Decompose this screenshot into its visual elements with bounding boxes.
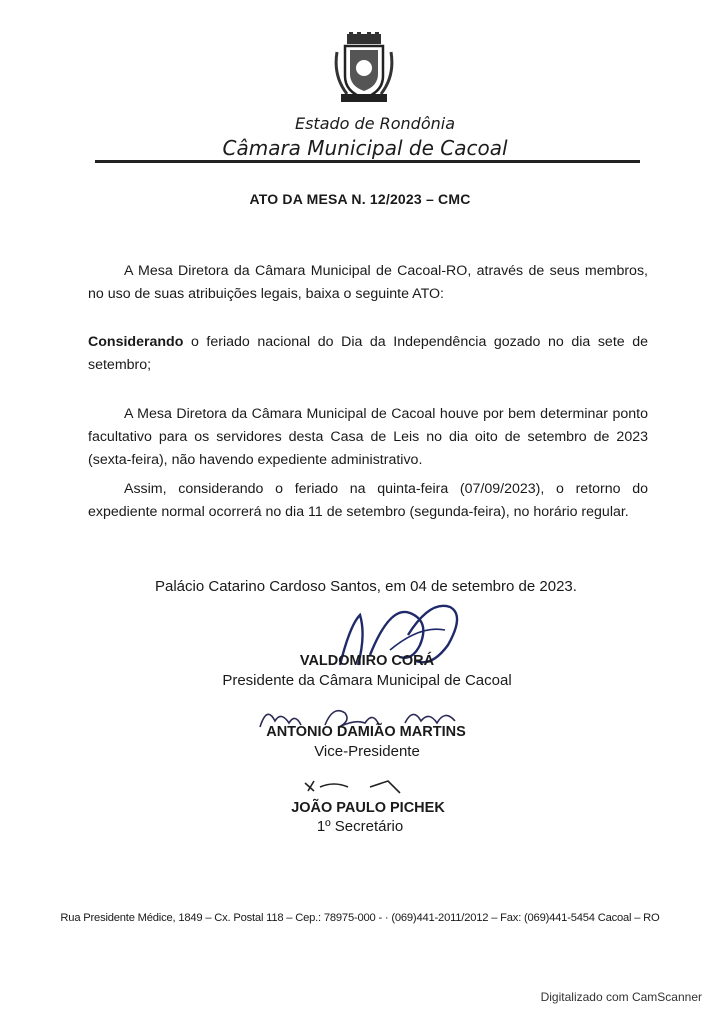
- paragraph-considering: [88, 331, 648, 377]
- header-organization: Câmara Municipal de Cacoal: [222, 136, 508, 160]
- signatory-3-name: JOÃO PAULO PICHEK: [291, 800, 445, 816]
- scanner-watermark: Digitalizado com CamScanner: [540, 990, 702, 1004]
- paragraph-return: Assim, considerando o feriado na quinta-feira (07/09/2023), o retorno do expediente normal ocorrerá no dia 11 de setembro (segunda-feira), no horário regular.: [88, 481, 648, 520]
- place-date: Palácio Catarino Cardoso Santos, em 04 de setembro de 2023.: [155, 578, 577, 595]
- municipal-crest-logo: [333, 32, 395, 104]
- signatory-3-role: 1º Secretário: [316, 818, 404, 835]
- signatory-1-name: VALDOMIRO CORÁ: [299, 653, 435, 669]
- document-title: ATO DA MESA N. 12/2023 – CMC: [249, 191, 471, 207]
- signatory-2-role: Vice-Presidente: [314, 743, 420, 760]
- paragraph-intro: A Mesa Diretora da Câmara Municipal de Cacoal-RO, através de seus membros, no uso de suas atribuições legais, baixa o seguinte ATO:: [88, 263, 648, 302]
- signatory-1-role: Presidente da Câmara Municipal de Cacoal: [222, 672, 512, 689]
- considering-keyword: Considerando: [88, 334, 184, 350]
- header-divider: [95, 160, 640, 163]
- considering-text: o feriado nacional do Dia da Independência gozado no dia sete de setembro;: [88, 334, 648, 373]
- signature-secretary-handwritten: [300, 775, 420, 800]
- paragraph-determination: A Mesa Diretora da Câmara Municipal de Cacoal houve por bem determinar ponto facultativo para os servidores desta Casa de Leis no dia oito de setembro de 2023 (sexta-feira), não havendo expediente administrativo.: [88, 406, 648, 468]
- footer-address: Rua Presidente Médice, 1849 – Cx. Postal 118 – Cep.: 78975-000 - · (069)441-2011/2012 – Fax: (069)441-5454 Cacoal – RO: [60, 912, 660, 924]
- header-state: Estado de Rondônia: [294, 114, 456, 133]
- signatory-2-name: ANTONIO DAMIÃO MARTINS: [266, 724, 466, 740]
